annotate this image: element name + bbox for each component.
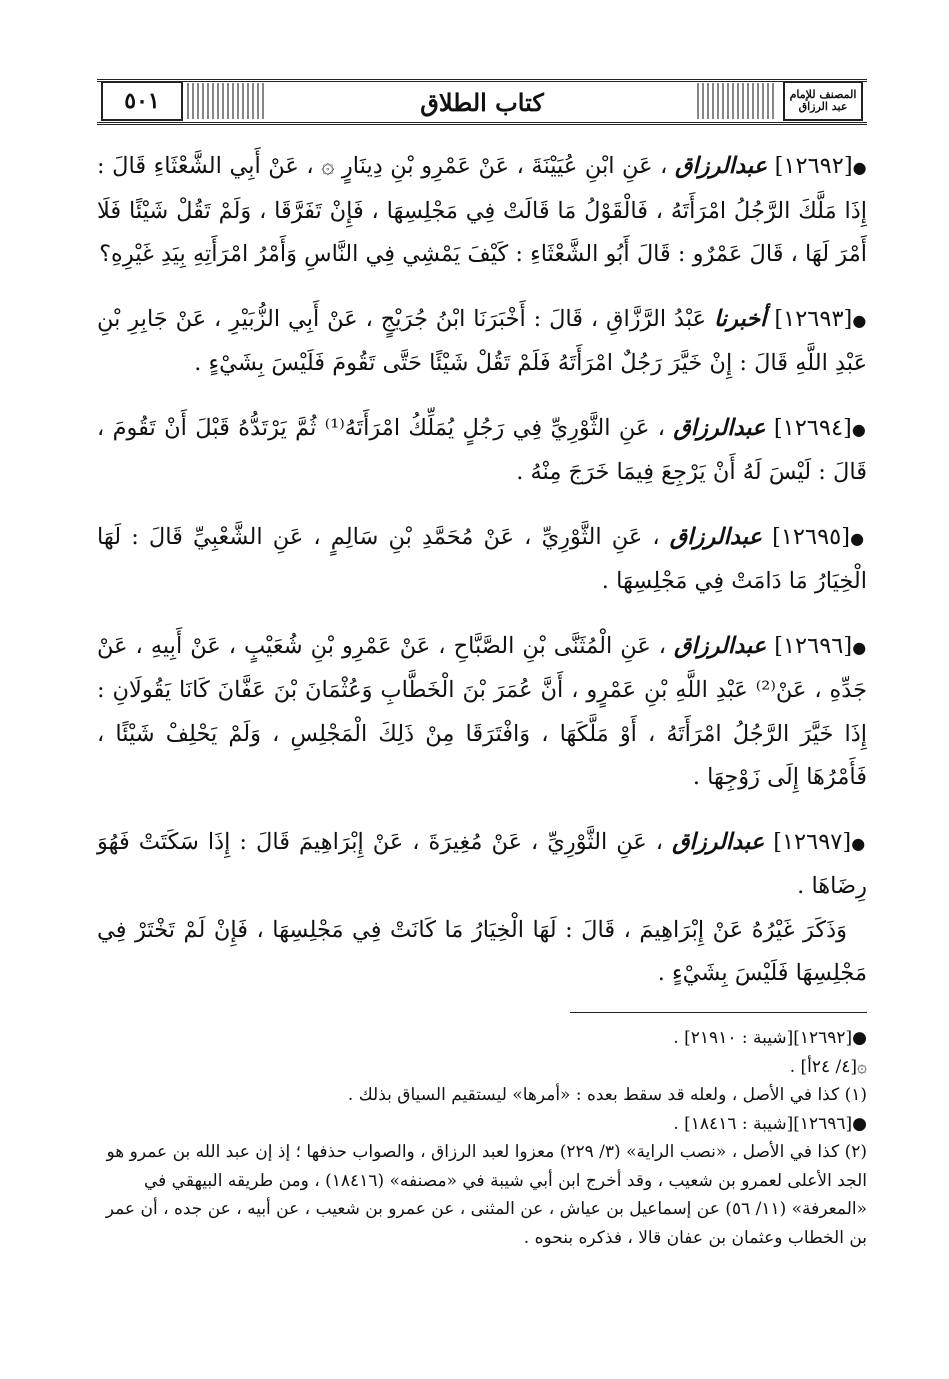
hadith-entry [97,821,867,909]
hadith-text: ، عَنِ الثَّوْرِيِّ ، عَنْ مُحَمَّدِ بْنِ سَالِمٍ ، عَنِ الشَّعْبِيِّ قَالَ : لَهَا الْخِيَارُ مَا دَامَتْ فِي مَجْلِسِهَا . [97,523,867,594]
chapter-title [347,79,617,125]
book-logo-box [783,81,863,121]
bullet-icon: ● [852,310,868,330]
hadith-text: ، عَنِ الثَّوْرِيِّ ، عَنْ مُغِيرَةَ ، عَنْ إِبْرَاهِيمَ قَالَ : إِذَا سَكَتَتْ فَهُوَ رِضَاهَا . [97,828,867,899]
narrator-name: عبدالرزاق [669,523,762,550]
bullet-icon: ● [851,419,867,439]
narrator-name: أخبرنا [713,305,767,332]
bullet-icon: ● [852,637,868,657]
main-text [97,145,867,1017]
bullet-icon: ● [851,833,867,853]
footnotes [97,1024,867,1252]
hadith-number: [١٢٦٩٢] [774,153,853,179]
hadith-number: [١٢٦٩٧] [773,828,852,855]
hadith-entry [97,407,867,495]
hadith-entry [97,516,867,604]
chapter-title-text: كتاب الطلاق [420,87,544,117]
hadith-text: عَبْدُ الرَّزَّاقِ ، قَالَ : أَخْبَرَنَا ابْنُ جُرَيْجٍ ، عَنْ أَبِي الزُّبَيْرِ ، عَنْ جَابِرِ بْنِ عَبْدِ اللَّهِ قَالَ : إِنْ خَيَّرَ رَجُلٌ امْرَأَتَهُ فَلَمْ تَقُلْ شَيْئًا حَتَّى تَقُومَ فَلَيْسَ بِشَيْءٍ . [97,305,867,376]
page-number: ٥٠١ [124,88,160,114]
hadith-text: ، عَنِ ابْنِ عُيَيْنَةَ ، عَنْ عَمْرِو بْنِ دِينَارٍ ۞ ، عَنْ أَبِي الشَّعْثَاءِ قَالَ : إِذَا مَلَّكَ الرَّجُلُ امْرَأَتَهُ ، فَالْقَوْلُ مَا قَالَتْ فِي مَجْلِسِهَا ، فَإِنْ تَفَرَّقَا ، وَلَمْ تَقُلْ شَيْئًا فَلَا أَمْرَ لَهَا ، قَالَ عَمْرٌو : قَالَ أَبُو الشَّعْثَاءِ : كَيْفَ يَمْشِي فِي النَّاسِ وَأَمْرُ امْرَأَتِهِ بِيَدِ غَيْرِهِ؟ [97,153,867,267]
footnote: ●[١٢٦٩٦][شيبة : ١٨٤١٦] . [673,1113,867,1134]
bullet-icon: ● [850,528,868,548]
hadith-text: ، عَنِ الثَّوْرِيِّ فِي رَجُلٍ يُمَلِّكُ امْرَأَتَهُ⁽¹⁾ ثُمَّ يَرْتَدُّهُ قَبْلَ أَنْ تَقُومَ ، قَالَ : لَيْسَ لَهُ أَنْ يَرْجِعَ فِيمَا خَرَجَ مِنْهُ . [97,414,867,485]
narrator-name: عبدالرزاق [673,414,766,441]
hadith-number: [١٢٦٩٦] [774,632,853,659]
page-number-box [101,81,183,121]
bullet-icon: ● [852,158,868,177]
hadith-number: [١٢٦٩٣] [774,305,853,332]
page-header [97,79,867,125]
narrator-name: عبدالرزاق [672,828,765,855]
hadith-number: [١٢٦٩٥] [772,523,851,550]
header-ornament-right [697,83,777,119]
footnote: (٢) كذا في الأصل ، «نصب الراية» (٣/ ٢٢٩) معزوا لعبد الرزاق ، والصواب حذفها ؛ إذ إن عبد الله بن عمرو هو الجد الأعلى لعمرو بن شعيب ، وقد أخرج ابن أبي شيبة في «مصنفه» (١٨٤١٦) ، ومن طريقه البيهقي في «المعرفة» (١١/ ٥٦) عن إسماعيل بن عياش ، عن المثنى ، عن عمرو بن شعيب ، عن أبيه ، عن جده ، أن عمر بن الخطاب وعثمان بن عفان قالا ، فذكره بنحوه . [105,1142,867,1248]
book-logo: المصنف للإمام عبد الرزاق [789,88,857,113]
footnote-separator [570,1012,867,1013]
narrator-name: عبدالرزاق [674,632,767,659]
narrator-name: عبدالرزاق [674,153,768,179]
hadith-number: [١٢٦٩٤] [773,414,852,441]
footnote: (١) كذا في الأصل ، ولعله قد سقط بعده : «أمرها» ليستقيم السياق بذلك . [347,1085,867,1105]
hadith-text: ، عَنِ الْمُثَنَّى بْنِ الصَّبَّاحِ ، عَنْ عَمْرِو بْنِ شُعَيْبٍ ، عَنْ أَبِيهِ ، عَنْ جَدِّهِ ، عَنْ⁽²⁾ عَبْدِ اللَّهِ بْنِ عَمْرٍو ، أَنَّ عُمَرَ بْنَ الْخَطَّابِ وَعُثْمَانَ بْنَ عَفَّانَ كَانَا يَقُولَانِ : إِذَا خَيَّرَ الرَّجُلُ امْرَأَتَهُ ، أَوْ مَلَّكَهَا ، وَافْتَرَقَا مِنْ ذَلِكَ الْمَجْلِسِ ، وَلَمْ يَحْلِفْ شَيْئًا ، فَأَمْرُهَا إِلَى زَوْجِهَا . [97,632,868,790]
hadith-entry [97,298,867,386]
footnote: ۞[٤/ ٢٤أ] . [789,1056,867,1077]
hadith-continuation: وَذَكَرَ غَيْرُهُ عَنْ إِبْرَاهِيمَ ، قَالَ : لَهَا الْخِيَارُ مَا كَانَتْ فِي مَجْلِسِهَا ، فَإِنْ لَمْ تَخْتَرْ فِي مَجْلِسِهَا فَلَيْسَ بِشَيْءٍ . [97,916,867,986]
hadith-entry [97,145,867,277]
hadith-entry [97,625,867,800]
header-ornament-left [187,83,267,119]
footnote: ●[١٢٦٩٢][شيبة : ٢١٩١٠] . [673,1028,867,1048]
